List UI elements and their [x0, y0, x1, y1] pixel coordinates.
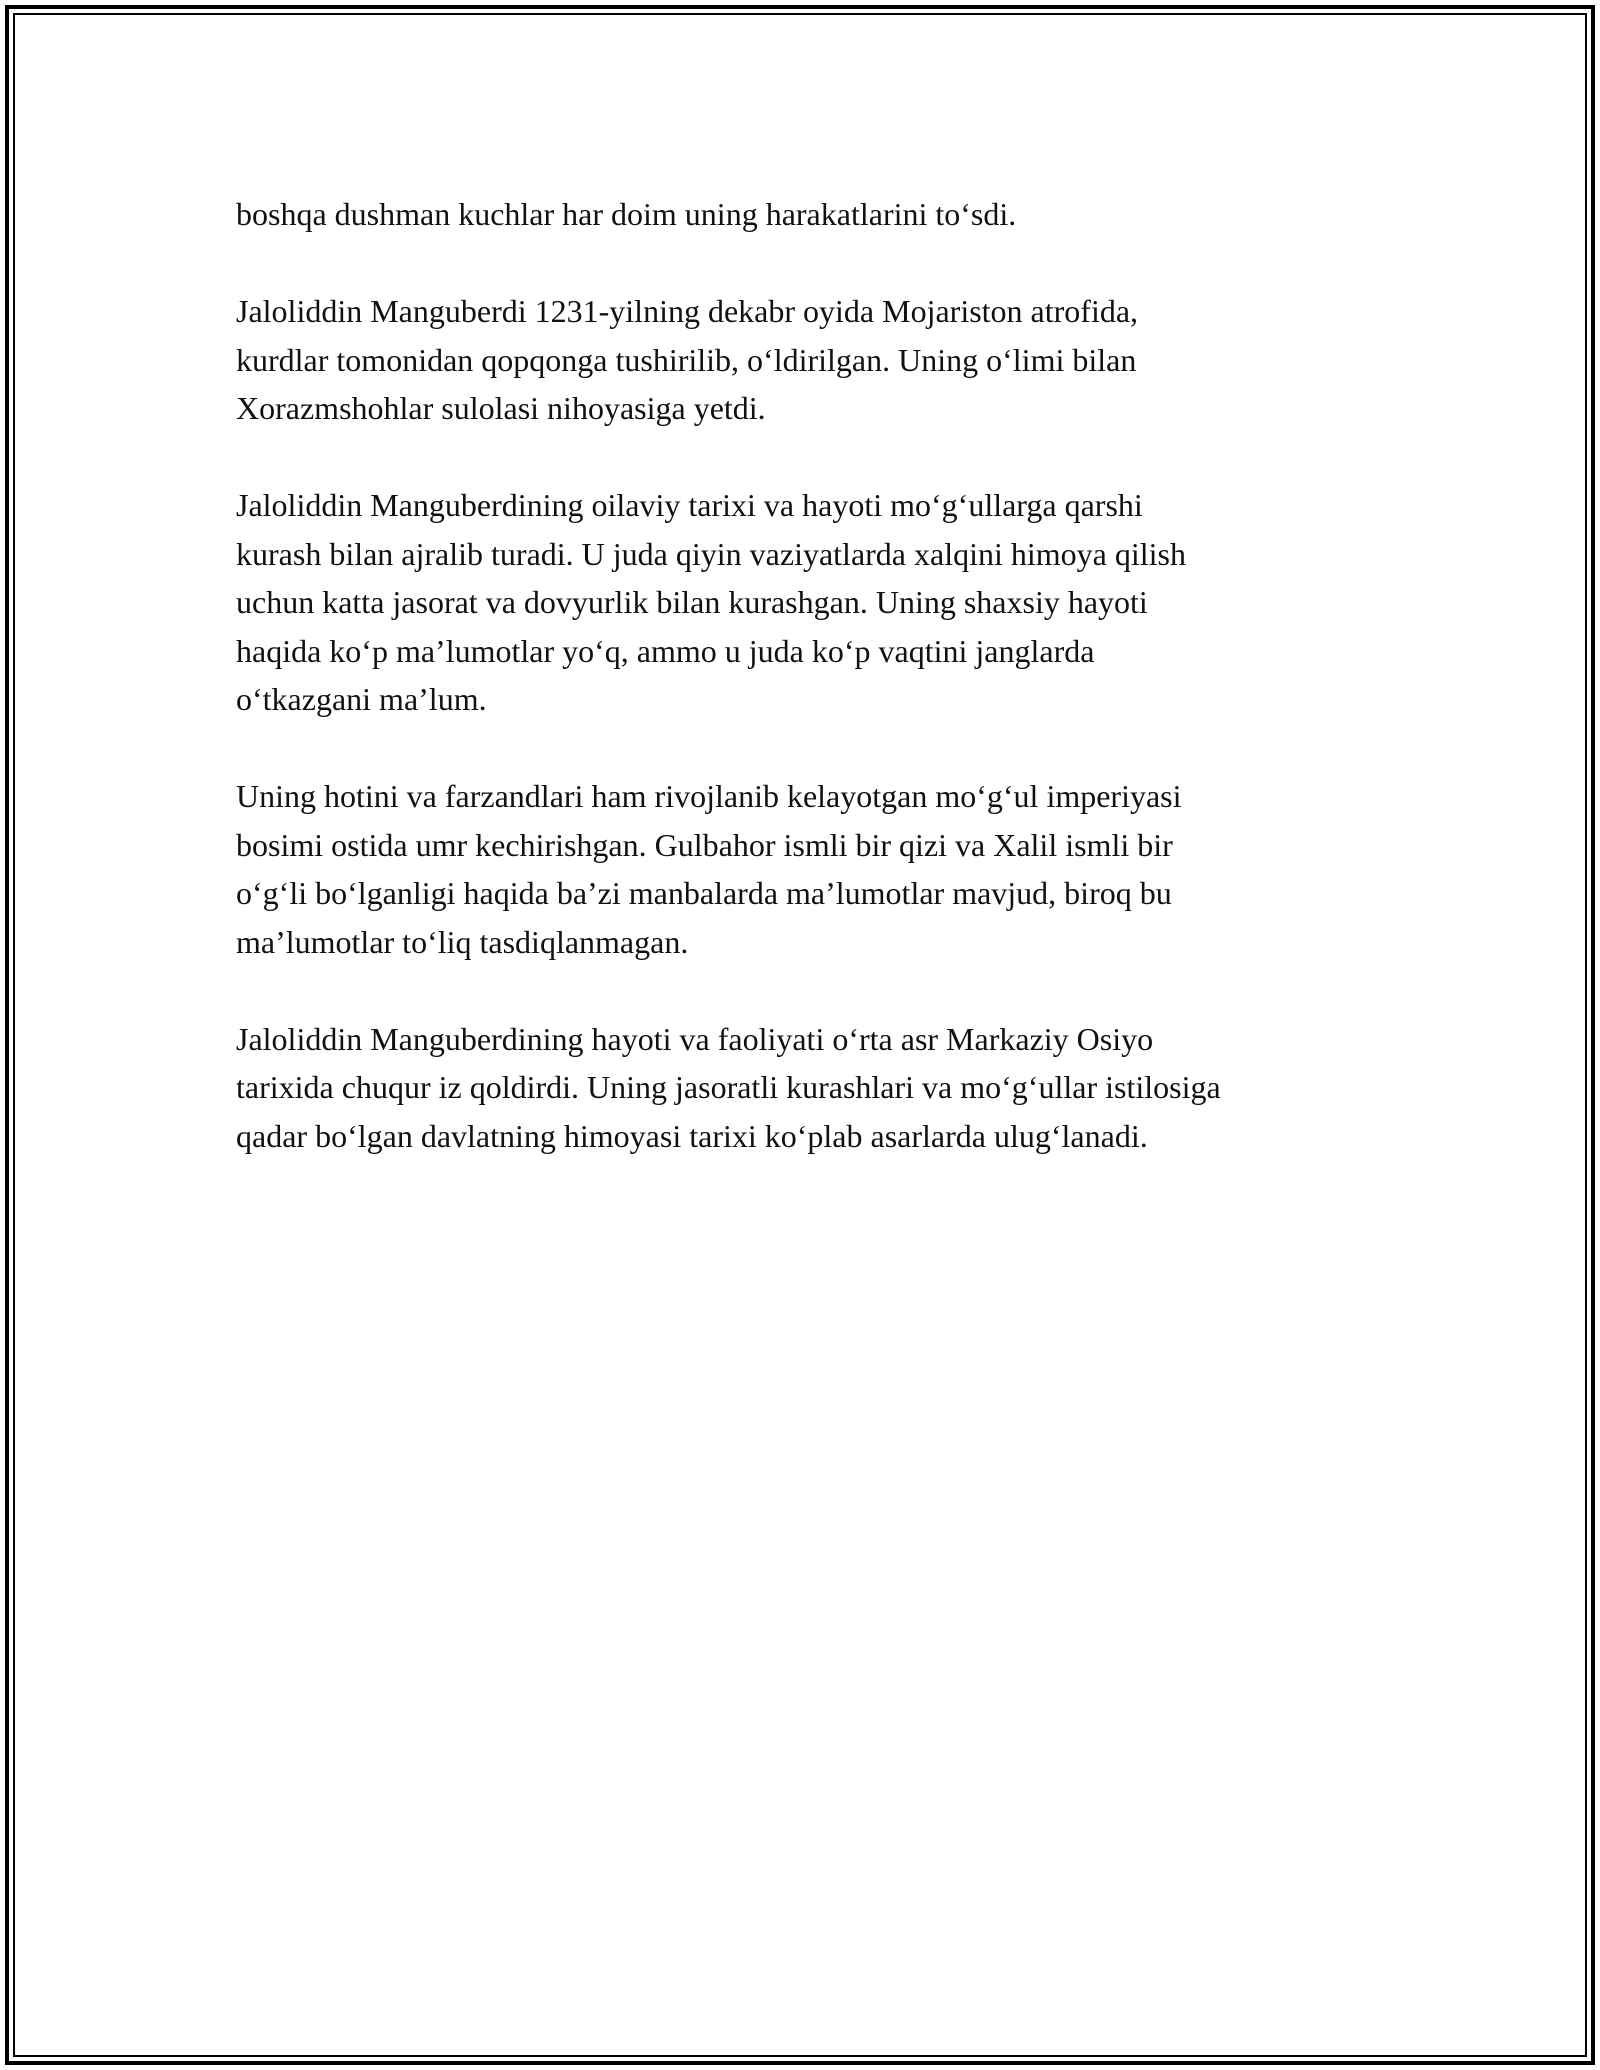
- paragraph: Jaloliddin Manguberdi 1231-yilning dekabr oyida Mojariston atrofida, kurdlar tomonidan qopqonga tushirilib, o‘ldirilgan. Uning o‘limi bilan Xorazmshohlar sulolasi nihoyasiga yetdi.: [236, 293, 1139, 426]
- paragraph: Uning hotini va farzandlari ham rivojlanib kelayotgan mo‘g‘ul imperiyasi bosimi ostida umr kechirishgan. Gulbahor ismli bir qizi va Xalil ismli bir o‘g‘li bo‘lganligi haqida ba’zi manbalarda ma’lumotlar mavjud, biroq bu ma’lumotlar to‘liq tasdiqlanmagan.: [236, 778, 1182, 960]
- paragraph: boshqa dushman kuchlar har doim uning harakatlarini to‘sdi.: [236, 196, 1017, 232]
- document-body: [236, 190, 1396, 1209]
- paragraph: Jaloliddin Manguberdining oilaviy tarixi va hayoti mo‘g‘ullarga qarshi kurash bilan ajralib turadi. U juda qiyin vaziyatlarda xalqini himoya qilish uchun katta jasorat va dovyurlik bilan kurashgan. Uning shaxsiy hayoti haqida ko‘p ma’lumotlar yo‘q, ammo u juda ko‘p vaqtini janglarda o‘tkazgani ma’lum.: [236, 487, 1186, 717]
- paragraph: Jaloliddin Manguberdining hayoti va faoliyati o‘rta asr Markaziy Osiyo tarixida chuqur iz qoldirdi. Uning jasoratli kurashlari va mo‘g‘ullar istilosiga qadar bo‘lgan davlatning himoyasi tarixi ko‘plab asarlarda ulug‘lanadi.: [236, 1020, 1221, 1154]
